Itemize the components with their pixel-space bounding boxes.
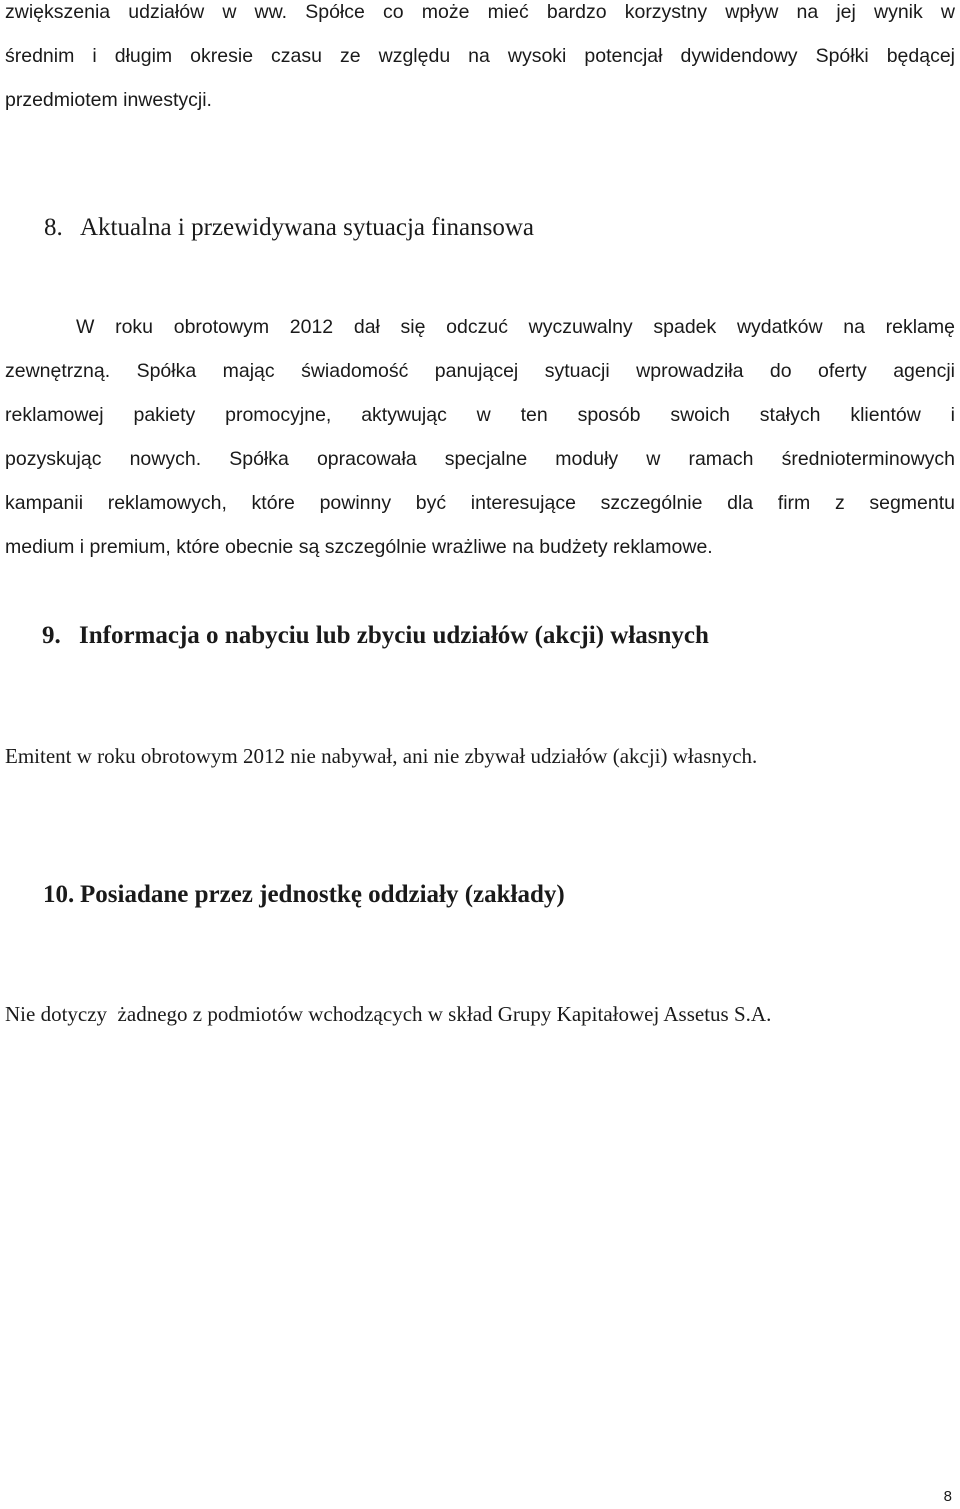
section-10-text: Nie dotyczy żadnego z podmiotów wchodzących w skład Grupy Kapitałowej Assetus S.A. bbox=[5, 1002, 772, 1026]
section-8-title: Aktualna i przewidywana sytuacja finansowa bbox=[80, 214, 535, 241]
intro-paragraph bbox=[5, 0, 955, 122]
section-10-title: Posiadane przez jednostkę oddziały (zakłady) bbox=[80, 881, 565, 908]
page-number: 8 bbox=[943, 1488, 952, 1505]
section-8-number: 8. bbox=[44, 214, 63, 241]
paragraph-line: zewnętrzną. Spółka mając świadomość panującej sytuacji wprowadziła do oferty agencji bbox=[5, 360, 955, 382]
section-8-heading bbox=[44, 213, 534, 243]
section-9-heading bbox=[42, 621, 709, 651]
section-9-number: 9. bbox=[42, 622, 61, 649]
paragraph-line: reklamowej pakiety promocyjne, aktywując w ten sposób swoich stałych klientów i bbox=[5, 404, 955, 426]
paragraph-line: przedmiotem inwestycji. bbox=[5, 89, 212, 111]
paragraph-line: średnim i długim okresie czasu ze względu na wysoki potencjał dywidendowy Spółki będącej bbox=[5, 45, 955, 67]
section-10-heading bbox=[43, 880, 565, 910]
paragraph-line: W roku obrotowym 2012 dał się odczuć wyczuwalny spadek wydatków na reklamę bbox=[76, 316, 955, 338]
paragraph-line: medium i premium, które obecnie są szczególnie wrażliwe na budżety reklamowe. bbox=[5, 536, 713, 558]
paragraph-line: zwiększenia udziałów w ww. Spółce co może mieć bardzo korzystny wpływ na jej wynik w bbox=[5, 1, 955, 23]
section-9-text: Emitent w roku obrotowym 2012 nie nabywał, ani nie zbywał udziałów (akcji) własnych. bbox=[5, 744, 758, 768]
section-9-title: Informacja o nabyciu lub zbyciu udziałów (akcji) własnych bbox=[79, 622, 709, 649]
paragraph-line: pozyskując nowych. Spółka opracowała specjalne moduły w ramach średnioterminowych bbox=[5, 448, 955, 470]
section-10-number: 10. bbox=[43, 881, 75, 908]
paragraph-line: kampanii reklamowych, które powinny być interesujące szczególnie dla firm z segmentu bbox=[5, 492, 955, 514]
section-8-paragraph bbox=[5, 305, 955, 569]
